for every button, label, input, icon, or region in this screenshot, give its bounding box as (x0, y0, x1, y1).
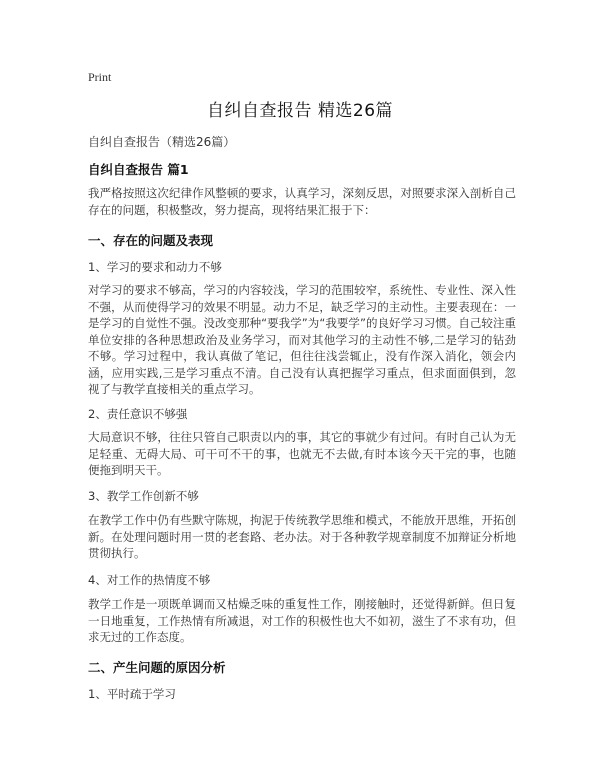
item-title: 1、平时疏于学习 (88, 687, 176, 701)
item-paragraph: 教学工作是一项既单调而又枯燥乏味的重复性工作，刚接触时，还觉得新鲜。但日复一日地重复，工作热情有所减退，对工作的积极性也大不如初，滋生了不求有功，但求无过的工作态度。 (88, 597, 516, 644)
item-title: 1、学习的要求和动力不够 (88, 260, 222, 274)
section2-heading: 二、产生问题的原因分析 (88, 660, 226, 675)
article-heading: 自纠自查报告 篇1 (88, 162, 189, 177)
item-paragraph: 对学习的要求不够高，学习的内容较浅，学习的范围较窄，系统性、专业性、深入性不强，从而使得学习的效果不明显。动力不足，缺乏学习的主动性。主要表现在：一是学习的自觉性不强。没改变那种“要我学”为“我要学”的良好学习习惯。自己较注重单位安排的各种思想政治及业务学习，而对其他学习的主动性不够,二是学习的钻劲不够。学习过程中，我认真做了笔记，但往往浅尝辄止，没有作深入消化，领会内涵，应用实践,三是学习重点不清。自己没有认真把握学习重点，但求面面俱到，忽视了与教学直接相关的重点学习。 (88, 283, 516, 396)
section1-heading: 一、存在的问题及表现 (88, 233, 214, 248)
item-paragraph: 大局意识不够，往往只管自己职责以内的事，其它的事就少有过问。有时自己认为无足轻重、无碍大局、可干可不干的事，也就无不去做,有时本该今天干完的事，也随便拖到明天干。 (88, 430, 516, 477)
print-link[interactable]: Print (88, 70, 112, 84)
item-title: 2、责任意识不够强 (88, 407, 188, 421)
item-title: 4、对工作的热情度不够 (88, 573, 211, 587)
item-paragraph: 在教学工作中仍有些默守陈规，拘泥于传统教学思维和模式，不能放开思维，开拓创新。在处理问题时用一贯的老套路、老办法。对于各种教学规章制度不加辩证分析地贯彻执行。 (88, 513, 516, 560)
document-title: 自纠自查报告 精选26篇 (206, 101, 394, 121)
document-subtitle: 自纠自查报告（精选26篇） (88, 135, 236, 149)
intro-paragraph: 我严格按照这次纪律作风整顿的要求，认真学习，深刻反思，对照要求深入剖析自己存在的问题，积极整改，努力提高，现将结果汇报于下： (88, 186, 516, 217)
item-title: 3、教学工作创新不够 (88, 489, 199, 503)
